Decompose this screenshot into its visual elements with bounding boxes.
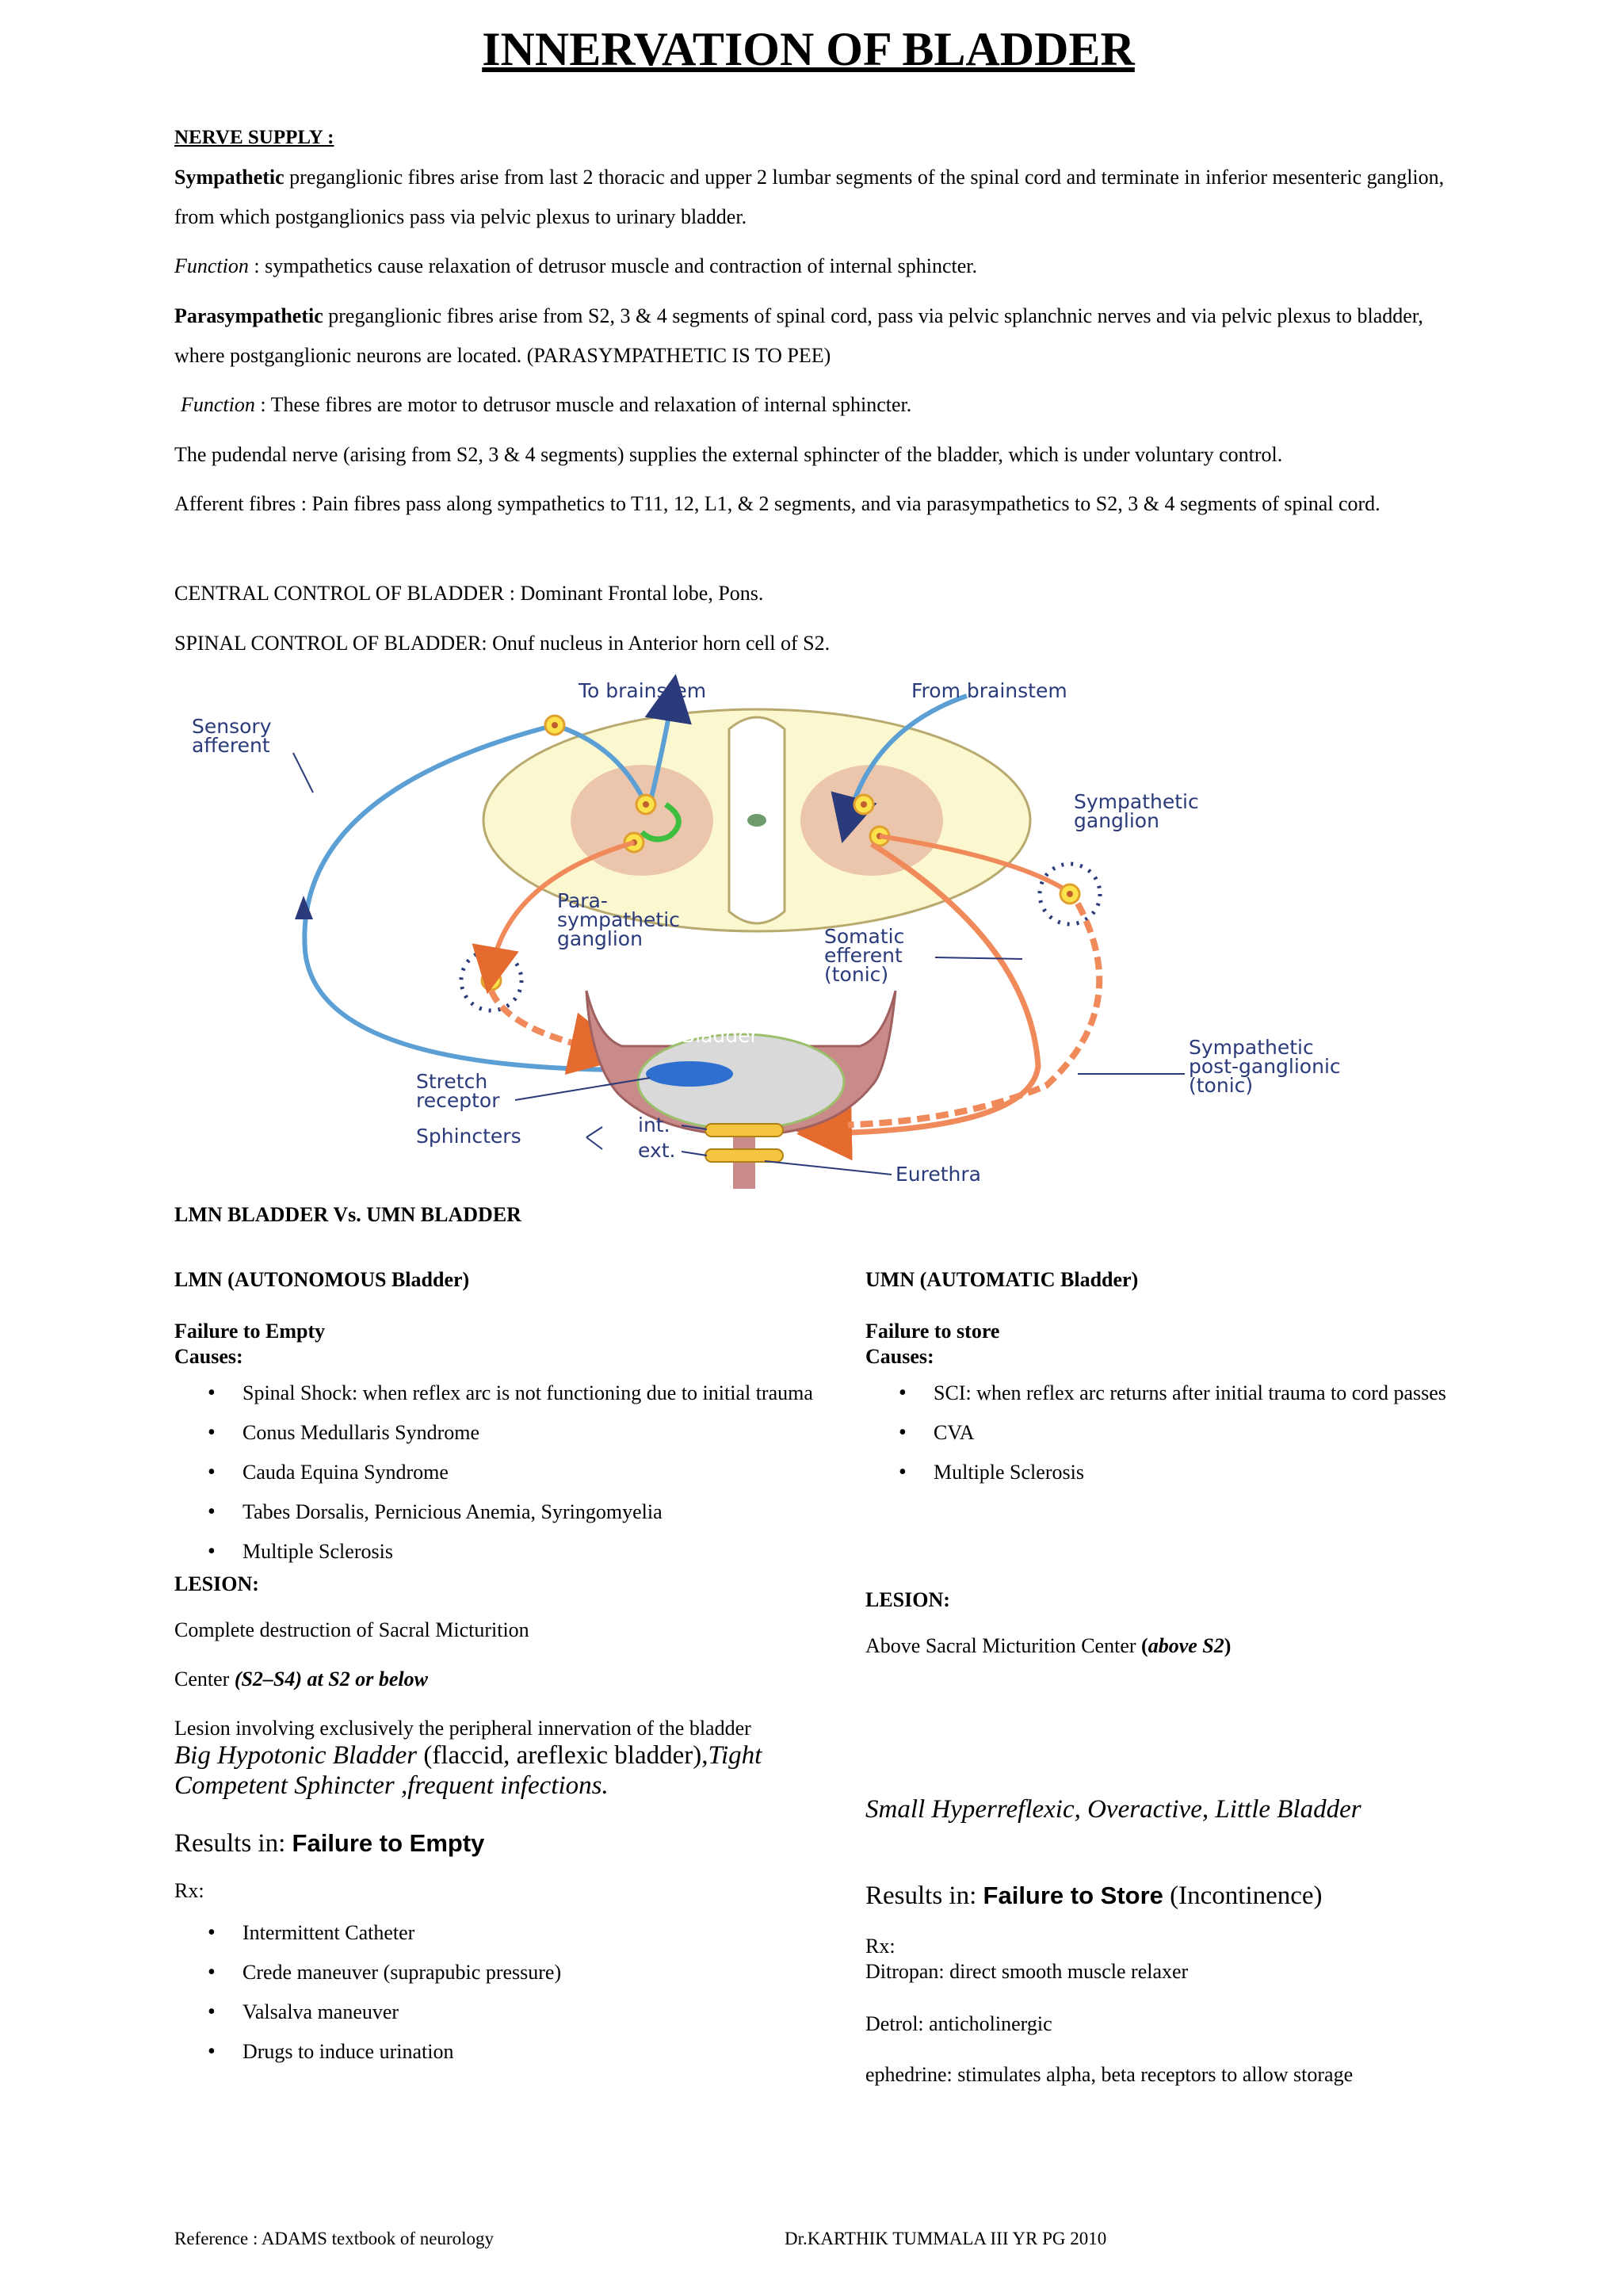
label-from-brainstem: From brainstem xyxy=(911,679,1067,702)
umn-causes-label: Causes: xyxy=(865,1345,934,1368)
umn-rx-2: Detrol: anticholinergic xyxy=(865,2012,1052,2035)
parasympathetic-paragraph xyxy=(174,296,1458,376)
compare-heading: LMN BLADDER Vs. UMN BLADDER xyxy=(174,1203,521,1226)
lmn-failure: Failure to Empty xyxy=(174,1320,326,1343)
label-somatic-3: (tonic) xyxy=(824,963,889,986)
lmn-lesion-label: LESION: xyxy=(174,1572,259,1595)
lesion-level: above S2 xyxy=(1148,1634,1224,1657)
umn-description: Small Hyperreflexic, Overactive, Little Bladder xyxy=(865,1795,1361,1824)
label-para-3: ganglion xyxy=(557,927,643,950)
lmn-column xyxy=(174,1268,856,2077)
list-item: • Cauda Equina Syndrome xyxy=(242,1458,856,1487)
label-sensory-1: Sensory xyxy=(192,715,272,738)
lmn-lesion-3: Lesion involving exclusively the peripheral innervation of the bladder xyxy=(174,1717,751,1740)
label-symp-ganglion-1: Sympathetic xyxy=(1074,790,1199,813)
footer-author: Dr.KARTHIK TUMMALA III YR PG 2010 xyxy=(785,2229,1107,2248)
label-symp-post-2: post-ganglionic xyxy=(1189,1055,1341,1078)
bladder-shape xyxy=(586,991,896,1189)
results-value: Failure to Store xyxy=(983,1881,1163,1909)
list-item: • Multiple Sclerosis xyxy=(934,1458,1579,1487)
spinal-control: SPINAL CONTROL OF BLADDER: Onuf nucleus in Anterior horn cell of S2. xyxy=(174,632,831,655)
lmn-results xyxy=(174,1829,856,1859)
lesion-center: Center xyxy=(174,1668,235,1690)
results-value: Failure to Empty xyxy=(292,1829,485,1857)
list-item: • Valsalva maneuver xyxy=(242,1998,856,2027)
label-para-1: Para- xyxy=(557,889,608,912)
para-post-path xyxy=(491,991,602,1050)
pudendal-paragraph: The pudendal nerve (arising from S2, 3 & 4 segments) supplies the external sphincter of the bladder, which is under voluntary control. xyxy=(174,443,1283,466)
lmn-lesion-1: Complete destruction of Sacral Micturition xyxy=(174,1618,529,1641)
results-label: Results in: xyxy=(174,1829,292,1858)
lmn-causes-list xyxy=(174,1379,856,1566)
lmn-causes-label: Causes: xyxy=(174,1345,243,1368)
sympathetic-function xyxy=(174,246,1458,286)
label-para-2: sympathetic xyxy=(557,908,680,931)
list-item: • Multiple Sclerosis xyxy=(242,1538,856,1566)
footer-reference: Reference : ADAMS textbook of neurology xyxy=(174,2229,495,2248)
umn-results xyxy=(865,1881,1579,1911)
lmn-description xyxy=(174,1740,824,1801)
label-to-brainstem: To brainstem xyxy=(579,679,707,702)
umn-failure: Failure to store xyxy=(865,1320,1000,1343)
list-item: • CVA xyxy=(934,1419,1579,1447)
parasympathetic-label: Parasympathetic xyxy=(174,304,323,327)
list-item: • SCI: when reflex arc returns after initial trauma to cord passes xyxy=(934,1379,1579,1408)
umn-causes-list xyxy=(865,1379,1579,1487)
sympathetic-paragraph xyxy=(174,158,1458,237)
function-label: Function xyxy=(174,254,249,277)
lesion-text: Above Sacral Micturition Center xyxy=(865,1634,1142,1657)
label-stretch-1: Stretch xyxy=(416,1070,488,1093)
umn-column xyxy=(865,1268,1579,2087)
label-ext: ext. xyxy=(638,1139,676,1162)
label-symp-ganglion-2: ganglion xyxy=(1074,809,1159,832)
umn-lesion-1: Above Sacral Micturition Center (above S2) xyxy=(865,1634,1232,1657)
umn-rx-1: Ditropan: direct smooth muscle relaxer xyxy=(865,1960,1189,1983)
label-sensory-2: afferent xyxy=(192,734,270,757)
desc-part-a: Big Hypotonic Bladder xyxy=(174,1741,418,1770)
label-somatic-2: efferent xyxy=(824,944,903,967)
desc-part-c: Tight Competent Sphincter ,frequent infections. xyxy=(174,1741,762,1800)
parasympathetic-text: preganglionic fibres arise from S2, 3 & 4 segments of spinal cord, pass via pelvic splanchnic nerves and via pelvic plexus to bladder, where postganglionic neurons are located. (PARASYMPATHETIC IS TO PEE) xyxy=(174,304,1423,367)
central-control: CENTRAL CONTROL OF BLADDER : Dominant Frontal lobe, Pons. xyxy=(174,582,764,605)
list-item: • Drugs to induce urination xyxy=(242,2038,856,2066)
desc-part-b: (flaccid, areflexic bladder), xyxy=(417,1741,708,1770)
umn-rx-3: ephedrine: stimulates alpha, beta receptors to allow storage xyxy=(865,2063,1354,2086)
list-item: • Conus Medullaris Syndrome xyxy=(242,1419,856,1447)
lmn-heading: LMN (AUTONOMOUS Bladder) xyxy=(174,1268,470,1291)
function-text: : These fibres are motor to detrusor muscle and relaxation of internal sphincter. xyxy=(254,393,912,416)
umn-lesion-label: LESION: xyxy=(865,1588,950,1611)
function-label: Function xyxy=(181,393,255,416)
list-item: • Tabes Dorsalis, Pernicious Anemia, Syringomyelia xyxy=(242,1498,856,1526)
label-bladder: Bladder xyxy=(682,1024,758,1047)
sympathetic-text: preganglionic fibres arise from last 2 thoracic and upper 2 lumbar segments of the spinal cord and terminate in inferior mesenteric ganglion, from which postganglionics pass via pelvic plexus to urinary bladder. xyxy=(174,166,1445,228)
lesion-level: (S2–S4) at S2 or below xyxy=(234,1668,428,1690)
results-tail: (Incontinence) xyxy=(1163,1881,1323,1910)
sympathetic-label: Sympathetic xyxy=(174,166,285,189)
label-stretch-2: receptor xyxy=(416,1089,500,1112)
list-item: • Intermittent Catheter xyxy=(242,1919,856,1947)
list-item: • Spinal Shock: when reflex arc is not functioning due to initial trauma xyxy=(242,1379,813,1408)
label-sphincters: Sphincters xyxy=(416,1125,521,1148)
page-title: INNERVATION OF BLADDER xyxy=(482,23,1135,75)
label-urethra: Eurethra xyxy=(896,1163,981,1186)
parasympathetic-function xyxy=(181,385,1465,425)
nerve-supply-heading: NERVE SUPPLY : xyxy=(174,127,334,148)
label-symp-post-3: (tonic) xyxy=(1189,1074,1254,1097)
label-somatic-1: Somatic xyxy=(824,925,905,948)
label-symp-post-1: Sympathetic xyxy=(1189,1036,1314,1059)
lmn-rx-list xyxy=(174,1919,856,2066)
label-int: int. xyxy=(638,1114,670,1137)
afferent-paragraph: Afferent fibres : Pain fibres pass along sympathetics to T11, 12, L1, & 2 segments, and via parasympathetics to S2, 3 & 4 segments of spinal cord. xyxy=(174,492,1381,515)
umn-rx-label: Rx: xyxy=(865,1935,896,1958)
lmn-lesion-2 xyxy=(174,1668,856,1691)
function-text: : sympathetics cause relaxation of detrusor muscle and contraction of internal sphincter. xyxy=(248,254,977,277)
umn-heading: UMN (AUTOMATIC Bladder) xyxy=(865,1268,1139,1291)
results-label: Results in: xyxy=(865,1881,983,1910)
lmn-rx-label: Rx: xyxy=(174,1879,204,1902)
list-item: • Crede maneuver (suprapubic pressure) xyxy=(242,1958,856,1987)
bladder-innervation-diagram xyxy=(174,674,1442,1197)
